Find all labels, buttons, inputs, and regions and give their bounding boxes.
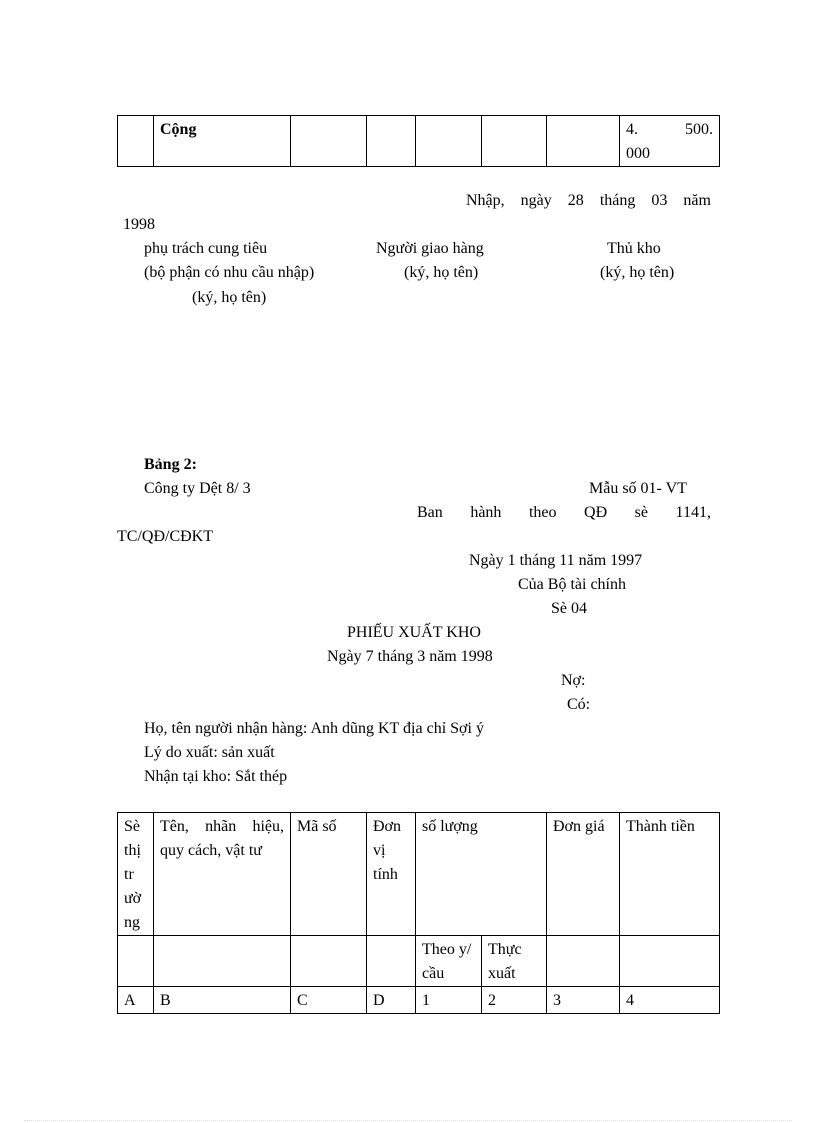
total-row [118, 116, 720, 167]
decision-code: TC/QĐ/CĐKT [117, 528, 213, 545]
total-row-cell-3 [367, 116, 416, 167]
letter-cell: 2 [482, 987, 547, 1014]
entry-date-word: ngày [520, 192, 552, 209]
total-amount-line2: 000 [626, 145, 650, 162]
warehouse-line: Nhận tại kho: Sắt thép [144, 768, 288, 785]
header-unit: Đơn vị tính [367, 813, 416, 936]
header-unit-price: Đơn giá [547, 813, 620, 936]
signer-1-sign: (ký, họ tên) [192, 289, 267, 306]
credit-label: Có: [567, 696, 591, 713]
issued-word: Ban [417, 504, 443, 521]
issued-word: hành [470, 504, 502, 521]
header-quantity: số lượng [416, 813, 547, 936]
issued-word: QĐ [584, 504, 608, 521]
total-row-cell-4 [416, 116, 482, 167]
signer-2-title: Người giao hàng [376, 240, 484, 257]
total-amount-part2: 500. [685, 121, 713, 138]
total-row-cell-5 [482, 116, 547, 167]
entry-date-line [466, 189, 711, 213]
subheader-empty [291, 936, 367, 987]
total-label: Cộng [154, 116, 291, 167]
subheader-empty [547, 936, 620, 987]
slip-date: Ngày 7 tháng 3 năm 1998 [327, 648, 493, 665]
letter-cell: 1 [416, 987, 482, 1014]
subheader-row [118, 936, 720, 987]
slip-number: Sè 04 [551, 600, 587, 617]
issued-word: sè [634, 504, 648, 521]
subheader-requested: Theo y/ cầu [416, 936, 482, 987]
issued-word: 1141, [675, 504, 711, 521]
entry-date-word: Nhập, [466, 192, 505, 209]
header-name: Tên, nhãn hiệu, quy cách, vật tư [154, 813, 291, 936]
total-amount [620, 116, 720, 167]
subheader-actual: Thực xuất [482, 936, 547, 987]
signer-1-subtitle: (bộ phận có nhu cầu nhập) [144, 264, 315, 281]
letter-cell: D [367, 987, 416, 1014]
letter-cell: 4 [620, 987, 720, 1014]
signer-2-sign: (ký, họ tên) [404, 264, 479, 281]
signer-3-sign: (ký, họ tên) [600, 264, 675, 281]
decision-date: Ngày 1 tháng 11 năm 1997 [469, 552, 643, 569]
entry-date-word: 28 [567, 192, 584, 209]
header-code: Mã số [291, 813, 367, 936]
header-amount: Thành tiền [620, 813, 720, 936]
page-bottom-divider [24, 1120, 792, 1121]
total-row-cell-0 [118, 116, 154, 167]
entry-date-word: 03 [651, 192, 668, 209]
entry-date-word: năm [683, 192, 711, 209]
subheader-empty [620, 936, 720, 987]
top-total-table [117, 115, 720, 167]
subheader-empty [367, 936, 416, 987]
reason-line: Lý do xuất: sản xuất [144, 744, 275, 761]
company-name: Công ty Dệt 8/ 3 [144, 480, 251, 497]
issue-table [117, 812, 720, 1014]
entry-date-year: 1998 [123, 216, 155, 233]
subheader-empty [118, 936, 154, 987]
debit-label: Nợ: [561, 672, 586, 689]
receiver-line: Họ, tên người nhận hàng: Anh dũng KT địa chỉ Sợi ý [144, 720, 484, 737]
signer-3-title: Thủ kho [607, 240, 661, 257]
total-amount-part1: 4. [626, 121, 638, 138]
letter-cell: B [154, 987, 291, 1014]
entry-date-word: tháng [599, 192, 636, 209]
letter-row [118, 987, 720, 1014]
signer-1-title: phụ trách cung tiêu [144, 240, 268, 257]
letter-cell: 3 [547, 987, 620, 1014]
header-row [118, 813, 720, 936]
subheader-empty [154, 936, 291, 987]
letter-cell: C [291, 987, 367, 1014]
issued-by-line [417, 501, 711, 525]
table-2-label: Bảng 2: [144, 456, 197, 473]
header-stt: Sè thị tr ường [118, 813, 154, 936]
slip-title: PHIẾU XUẤT KHO [347, 624, 481, 641]
issued-word: theo [528, 504, 557, 521]
form-number: Mẫu số 01- VT [589, 480, 687, 497]
total-row-cell-2 [291, 116, 367, 167]
total-row-cell-6 [547, 116, 620, 167]
letter-cell: A [118, 987, 154, 1014]
ministry: Của Bộ tài chính [518, 576, 626, 593]
